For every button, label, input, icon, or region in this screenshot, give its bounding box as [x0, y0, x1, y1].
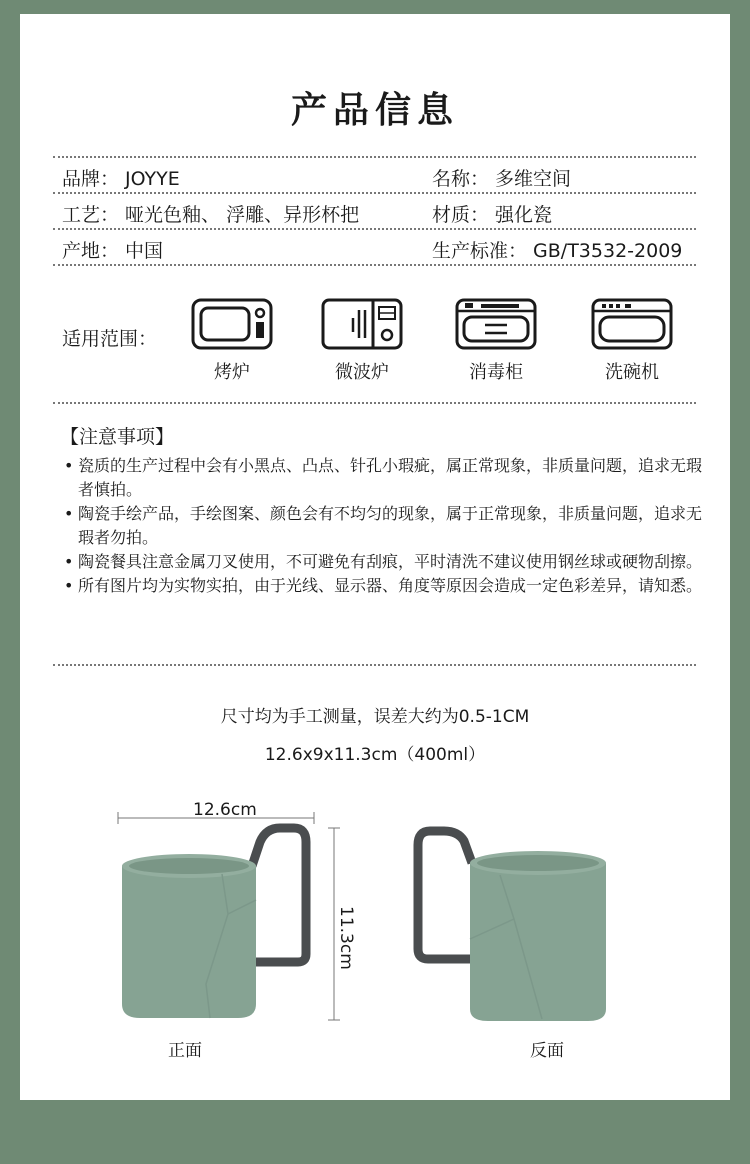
note-item: • 所有图片均为实物实拍，由于光线、显示器、角度等原因会造成一定色彩差异，请知悉。	[64, 574, 704, 598]
product-info-card	[20, 14, 730, 1100]
divider	[53, 228, 696, 230]
craft-field: 工艺： 哑光色釉、 浮雕、异形杯把	[62, 204, 360, 226]
mug-back-image	[404, 819, 624, 1029]
usage-item-label: 微波炉	[335, 362, 389, 383]
dishwasher-icon	[591, 298, 673, 350]
size-note: 尺寸均为手工测量，误差大约为0.5-1CM	[220, 707, 530, 727]
standard-field: 生产标准： GB/T3532-2009	[432, 240, 683, 262]
usage-item-label: 消毒柜	[469, 362, 523, 383]
material-field: 材质： 强化瓷	[432, 204, 553, 226]
usage-item-label: 烤炉	[214, 362, 250, 383]
name-field: 名称： 多维空间	[432, 168, 572, 190]
usage-item-microwave	[317, 298, 407, 384]
microwave-icon	[321, 298, 403, 350]
usage-label: 适用范围：	[62, 328, 158, 350]
notes-heading: 【注意事项】	[60, 426, 175, 448]
brand-field: 品牌： JOYYE	[62, 168, 180, 190]
divider	[53, 192, 696, 194]
origin-field: 产地： 中国	[62, 240, 164, 262]
oven-icon	[191, 298, 273, 350]
size-dimensions: 12.6x9x11.3cm（400ml）	[264, 745, 486, 765]
divider	[53, 402, 696, 404]
width-label: 12.6cm	[193, 800, 257, 820]
divider	[53, 664, 696, 666]
mug-front-image	[110, 804, 350, 1034]
page-title: 产品信息	[290, 90, 459, 131]
usage-item-oven	[187, 298, 277, 384]
usage-item-dishwasher	[587, 298, 677, 384]
notes-list	[64, 454, 704, 598]
note-item: • 陶瓷手绘产品，手绘图案、颜色会有不均匀的现象，属于正常现象，非质量问题，追求无瑕者勿拍。	[64, 502, 704, 550]
divider	[53, 264, 696, 266]
usage-item-sterilizer	[451, 298, 541, 384]
note-item: • 陶瓷餐具注意金属刀叉使用，不可避免有刮痕，平时清洗不建议使用钢丝球或硬物刮擦。	[64, 550, 704, 574]
sterilizer-icon	[455, 298, 537, 350]
note-item: • 瓷质的生产过程中会有小黑点、凸点、针孔小瑕疵，属正常现象，非质量问题，追求无瑕者慎拍。	[64, 454, 704, 502]
back-view-label: 反面	[530, 1041, 564, 1061]
divider	[53, 156, 696, 158]
front-view-label: 正面	[168, 1041, 202, 1061]
height-label: 11.3cm	[336, 906, 356, 970]
usage-item-label: 洗碗机	[605, 362, 659, 383]
